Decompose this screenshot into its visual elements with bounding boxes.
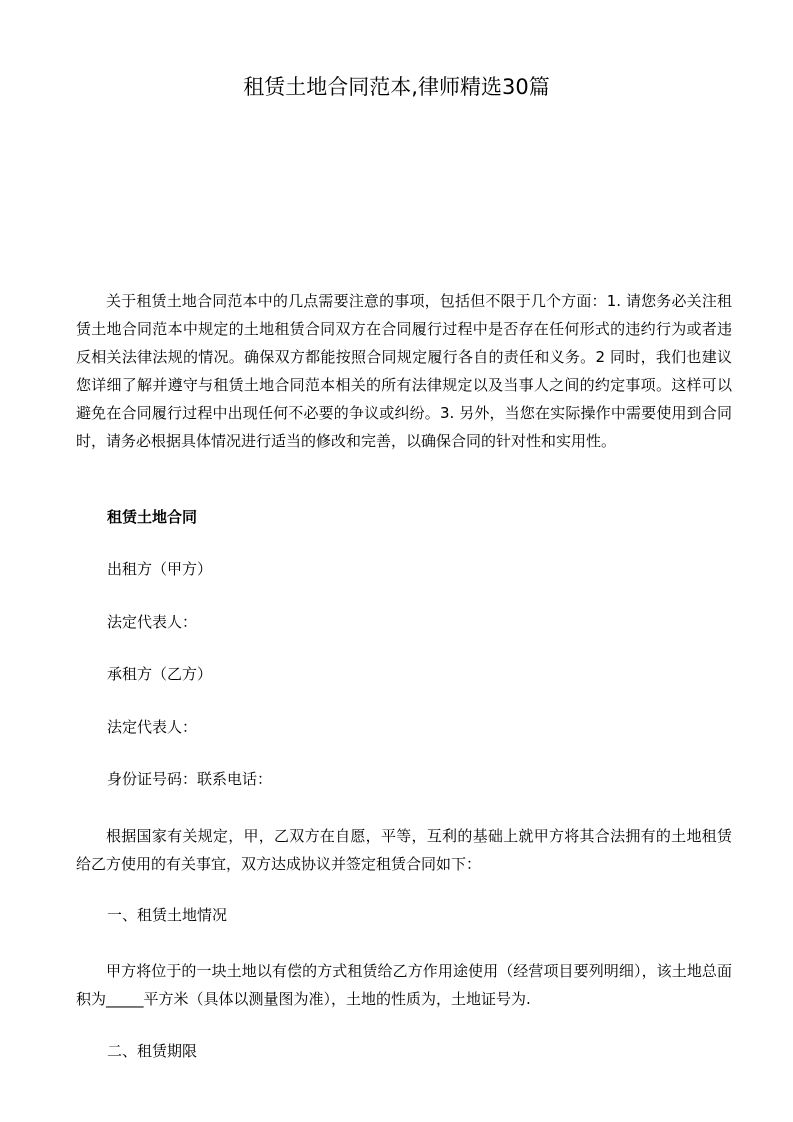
lessee-legal-representative: 法定代表人：	[107, 718, 198, 736]
section-2-heading: 二、租赁期限	[107, 1042, 198, 1060]
id-phone-line: 身份证号码：联系电话：	[107, 770, 273, 788]
basis-paragraph: 根据国家有关规定，甲，乙双方在自愿，平等，互利的基础上就甲方将其合法拥有的土地租赁给乙方使用的有关事宜，双方达成协议并签定租赁合同如下：	[76, 827, 732, 873]
lessor-legal-representative: 法定代表人：	[107, 613, 198, 631]
lessor-line: 出租方（甲方）	[107, 560, 213, 578]
contract-title: 租赁土地合同	[107, 508, 198, 526]
lessee-line: 承租方（乙方）	[107, 665, 213, 683]
intro-paragraph: 关于租赁土地合同范本中的几点需要注意的事项，包括但不限于几个方面：1. 请您务必关注租赁土地合同范本中规定的土地租赁合同双方在合同履行过程中是否存在任何形式的违约行为或者违反相关法律法规的情况。确保双方都能按照合同规定履行各自的责任和义务。2 同时，我们也建议您详细了解并遵守与租赁土地合同范本相关的所有法律规定以及当事人之间的约定事项。这样可以避免在合同履行过程中出现任何不必要的争议或纠纷。3. 另外，当您在实际操作中需要使用到合同时，请务必根据具体情况进行适当的修改和完善，以确保合同的针对性和实用性。	[76, 292, 732, 450]
section-1-heading: 一、租赁土地情况	[107, 906, 228, 924]
document-title: 租赁土地合同范本,律师精选30篇	[243, 75, 550, 99]
section-1-body: 甲方将位于的一块土地以有偿的方式租赁给乙方作用途使用（经营项目要列明细），该土地总面积为_____平方米（具体以测量图为准），土地的性质为，土地证号为.	[76, 962, 732, 1008]
